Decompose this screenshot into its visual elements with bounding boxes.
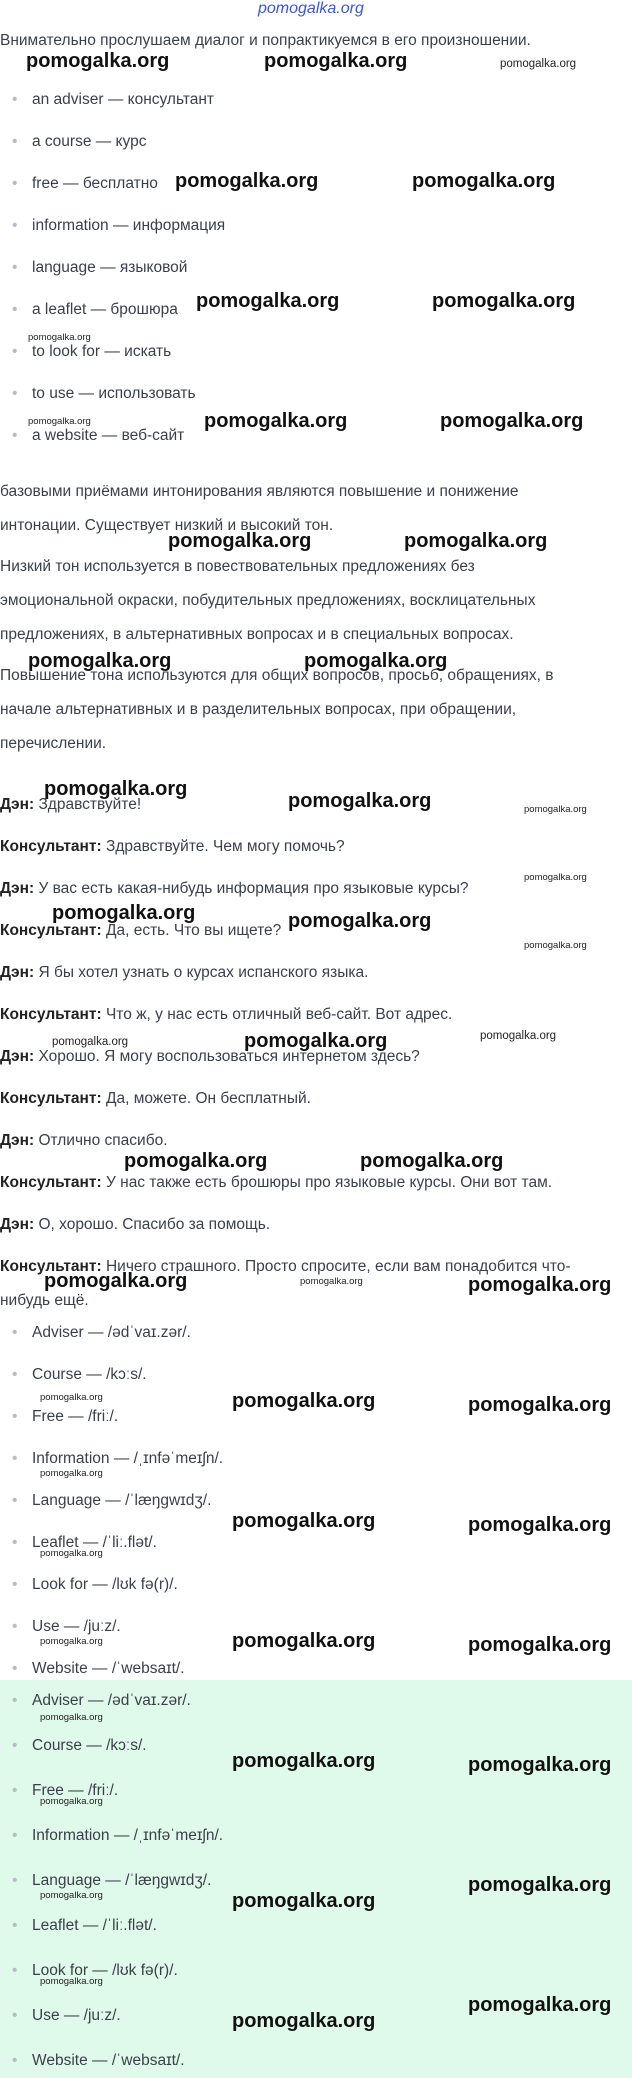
watermark: pomogalka.org [196,290,340,312]
watermark: pomogalka.org [40,1890,103,1901]
watermark: pomogalka.org [232,1750,376,1772]
watermark: pomogalka.org [52,902,196,924]
list-item: • a leaflet — брошюра [12,301,178,319]
dialog-line: нибудь ещё. [0,1292,89,1309]
watermark: pomogalka.org [412,170,556,192]
dialog-line: Консультант: Да, можете. Он бесплатный. [0,1090,311,1107]
dialog-line: Дэн: Отлично спасибо. [0,1132,168,1149]
list-item: • Language — /ˈlæŋɡwɪdʒ/. [12,1872,211,1890]
text-line: перечислении. [0,735,107,752]
watermark: pomogalka.org [468,1274,612,1296]
watermark: pomogalka.org [304,650,448,672]
dialog-line: Консультант: У нас также есть брошюры про языковые курсы. Они вот там. [0,1174,553,1191]
watermark: pomogalka.org [28,416,91,427]
list-item: • Free — /friː/. [12,1782,118,1800]
watermark: pomogalka.org [288,910,432,932]
list-item: • information — информация [12,217,225,235]
watermark: pomogalka.org [52,1036,129,1048]
dialog-line: Консультант: Ничего страшного. Просто спросите, если вам понадобится что- [0,1258,571,1275]
list-item: • a course — курс [12,133,146,151]
list-item: • Use — /juːz/. [12,1618,121,1636]
watermark: pomogalka.org [232,1390,376,1412]
watermark: pomogalka.org [40,1636,103,1647]
list-item: • Course — /kɔːs/. [12,1366,147,1384]
watermark: pomogalka.org [40,1976,103,1987]
dialog-line: Дэн: Здравствуйте! [0,796,142,813]
list-item: • Information — /ˌɪnfəˈmeɪʃn/. [12,1827,223,1845]
list-item: • Information — /ˌɪnfəˈmeɪʃn/. [12,1450,223,1468]
watermark: pomogalka.org [40,1392,103,1403]
dialog-line: Дэн: О, хорошо. Спасибо за помощь. [0,1216,271,1233]
list-item: • to look for — искать [12,343,171,361]
dialog-line: Консультант: Здравствуйте. Чем могу помочь? [0,838,345,855]
watermark: pomogalka.org [44,1270,188,1292]
watermark: pomogalka.org [232,2010,376,2032]
watermark: pomogalka.org [28,332,91,343]
watermark: pomogalka.org [300,1276,363,1287]
watermark: pomogalka.org [40,1548,103,1559]
watermark: pomogalka.org [288,790,432,812]
list-item: • Free — /friː/. [12,1408,118,1426]
watermark: pomogalka.org [468,1394,612,1416]
watermark: pomogalka.org [232,1510,376,1532]
dialog-line: Консультант: Да, есть. Что вы ищете? [0,922,282,939]
list-item: • Adviser — /ədˈvaɪ.zər/. [12,1324,191,1342]
watermark: pomogalka.org [232,1630,376,1652]
list-item: • Look for — /lʊk fə(r)/. [12,1962,178,1980]
site-logo[interactable]: pomogalka.org [258,0,364,17]
list-item: • free — бесплатно [12,175,158,193]
list-item: • Leaflet — /ˈliː.flət/. [12,1917,157,1935]
watermark: pomogalka.org [175,170,319,192]
list-item: • Website — /ˈwebsaɪt/. [12,1660,185,1678]
list-item: • Look for — /lʊk fə(r)/. [12,1576,178,1594]
list-item: • an adviser — консультант [12,91,214,109]
text-line: Повышение тона используются для общих вопросов, просьб, обращениях, в [0,667,554,684]
watermark: pomogalka.org [168,530,312,552]
watermark: pomogalka.org [524,940,587,951]
watermark: pomogalka.org [524,872,587,883]
watermark: pomogalka.org [232,1890,376,1912]
text-line: предложениях, в альтернативных вопросах и в специальных вопросах. [0,626,514,643]
dialog-line: Дэн: Хорошо. Я могу воспользоваться интернетом здесь? [0,1048,420,1065]
list-item: • to use — использовать [12,385,196,403]
list-item: • Adviser — /ədˈvaɪ.zər/. [12,1692,191,1710]
watermark: pomogalka.org [468,1514,612,1536]
watermark: pomogalka.org [468,1754,612,1776]
text-line: Низкий тон используется в повествовательных предложениях без [0,558,475,575]
dialog-line: Дэн: У вас есть какая-нибудь информация про языковые курсы? [0,880,469,897]
watermark: pomogalka.org [468,1634,612,1656]
watermark: pomogalka.org [28,650,172,672]
watermark: pomogalka.org [468,1874,612,1896]
watermark: pomogalka.org [40,1468,103,1479]
watermark: pomogalka.org [468,1994,612,2016]
watermark: pomogalka.org [244,1030,388,1052]
watermark: pomogalka.org [432,290,576,312]
dialog-line: Консультант: Что ж, у нас есть отличный веб-сайт. Вот адрес. [0,1006,453,1023]
watermark: pomogalka.org [44,778,188,800]
list-item: • Use — /juːz/. [12,2007,121,2025]
watermark: pomogalka.org [524,804,587,815]
list-item: • Course — /kɔːs/. [12,1737,147,1755]
watermark: pomogalka.org [124,1150,268,1172]
watermark: pomogalka.org [440,410,584,432]
list-item: • a website — веб-сайт [12,427,184,445]
watermark: pomogalka.org [360,1150,504,1172]
list-item: • Leaflet — /ˈliː.flət/. [12,1534,157,1552]
list-item: • language — языковой [12,259,187,277]
watermark: pomogalka.org [264,50,408,72]
dialog-line: Дэн: Я бы хотел узнать о курсах испанского языка. [0,964,369,981]
text-line: начале альтернативных и в разделительных вопросах, при обращении, [0,701,517,718]
intro-text: Внимательно прослушаем диалог и попрактикуемся в его произношении. [0,32,531,49]
list-item: • Language — /ˈlæŋɡwɪdʒ/. [12,1492,211,1510]
watermark: pomogalka.org [480,1030,557,1042]
watermark: pomogalka.org [204,410,348,432]
watermark: pomogalka.org [500,58,577,70]
text-line: эмоциональной окраски, побудительных предложениях, восклицательных [0,592,536,609]
watermark: pomogalka.org [40,1712,103,1723]
text-line: базовыми приёмами интонирования являются повышение и понижение [0,483,519,500]
list-item: • Website — /ˈwebsaɪt/. [12,2052,185,2070]
text-line: интонации. Существует низкий и высокий тон. [0,517,334,534]
watermark: pomogalka.org [404,530,548,552]
watermark: pomogalka.org [40,1796,103,1807]
watermark: pomogalka.org [26,50,170,72]
